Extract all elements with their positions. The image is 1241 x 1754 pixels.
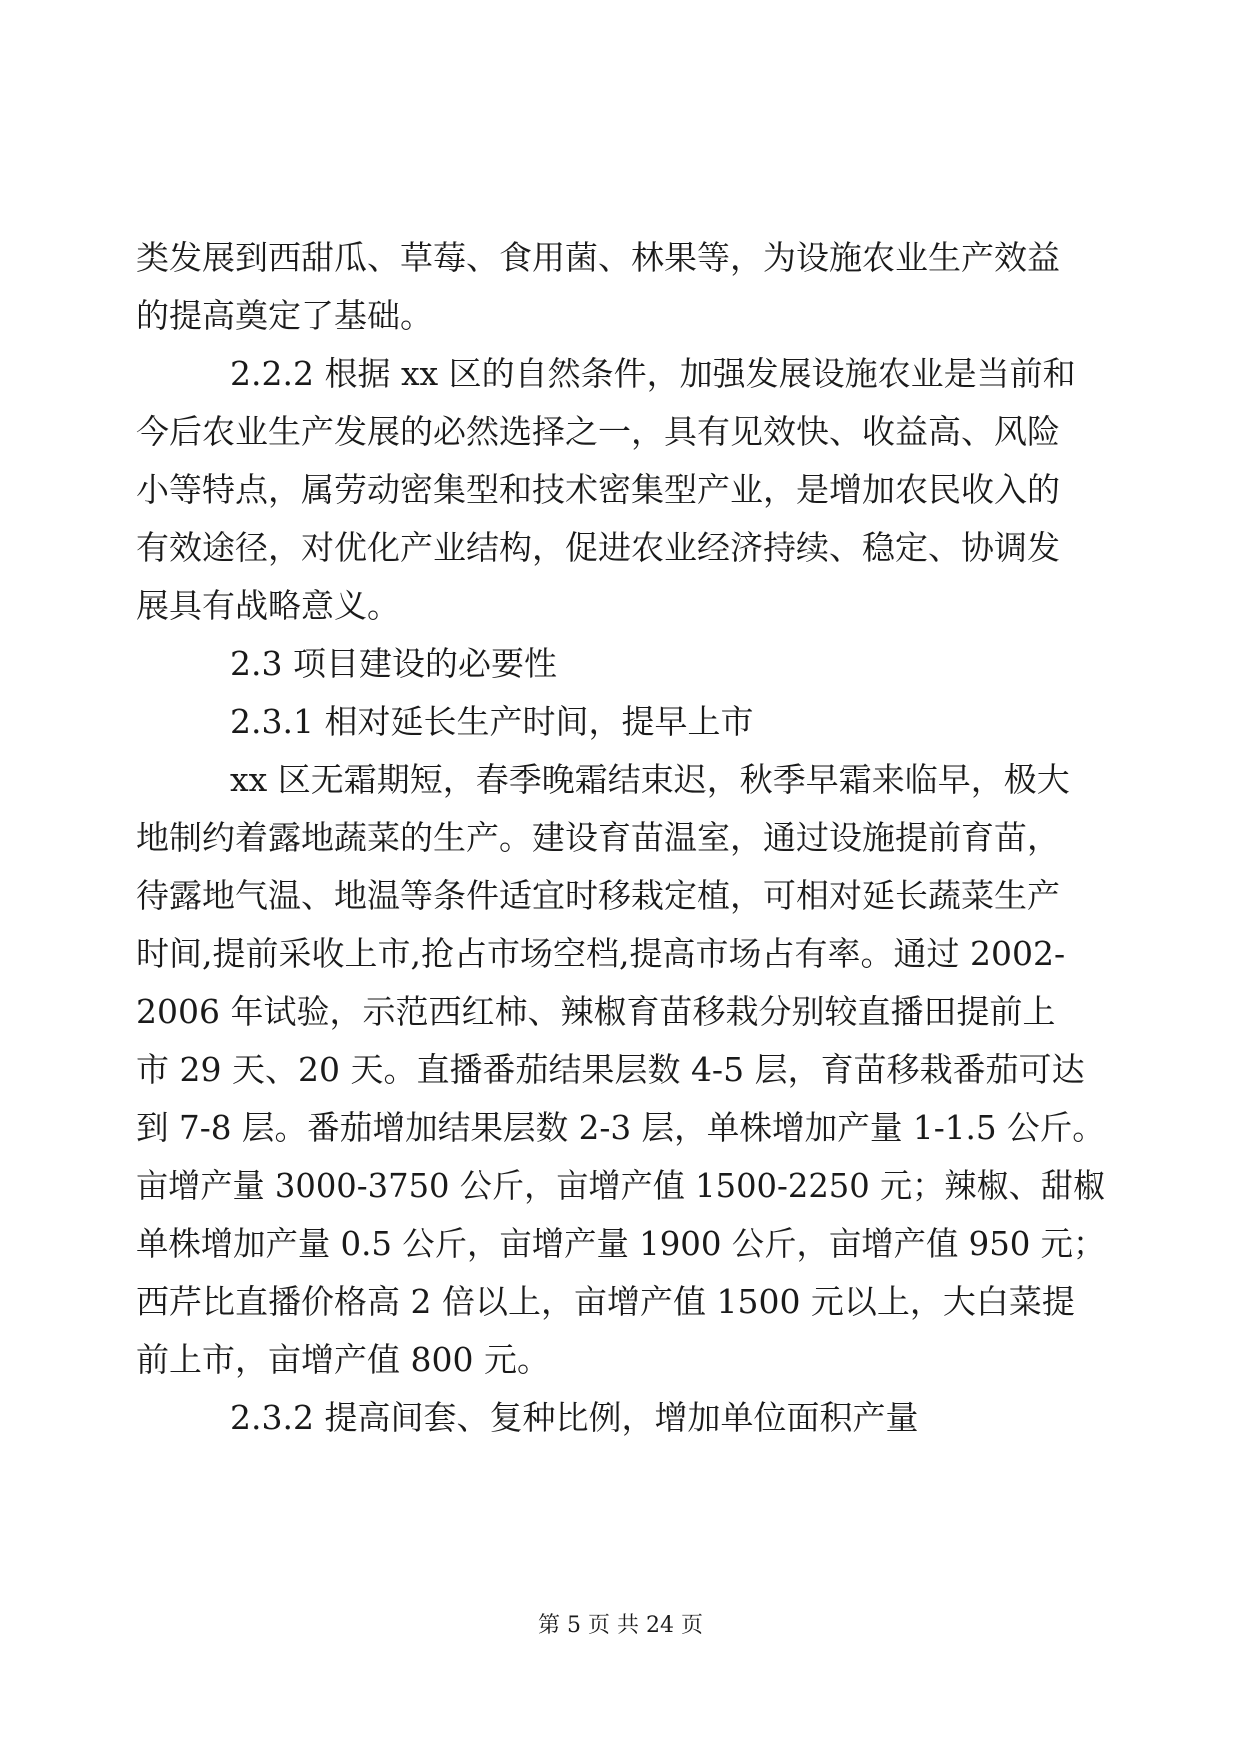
- paragraph-line: 到 7-8 层。番茄增加结果层数 2-3 层，单株增加产量 1-1.5 公斤。: [136, 1108, 1105, 1147]
- paragraph-line: 待露地气温、地温等条件适宜时移栽定植，可相对延长蔬菜生产: [136, 876, 1060, 915]
- subsection-heading: 2.3.1 相对延长生产时间，提早上市: [230, 702, 754, 741]
- paragraph-line: 亩增产量 3000-3750 公斤，亩增产值 1500-2250 元；辣椒、甜椒: [136, 1166, 1106, 1205]
- paragraph-line: 今后农业生产发展的必然选择之一，具有见效快、收益高、风险: [136, 412, 1060, 451]
- paragraph-line: 小等特点，属劳动密集型和技术密集型产业，是增加农民收入的: [136, 470, 1060, 509]
- paragraph-line: 西芹比直播价格高 2 倍以上，亩增产值 1500 元以上，大白菜提: [136, 1282, 1075, 1321]
- paragraph-line: 展具有战略意义。: [136, 586, 400, 625]
- paragraph-line: 市 29 天、20 天。直播番茄结果层数 4-5 层，育苗移栽番茄可达: [136, 1050, 1085, 1089]
- section-line: 2.2.2 根据 xx 区的自然条件，加强发展设施农业是当前和: [230, 354, 1076, 393]
- section-heading: 2.3 项目建设的必要性: [230, 644, 557, 683]
- paragraph-line: xx 区无霜期短，春季晚霜结束迟，秋季早霜来临早，极大: [230, 760, 1070, 799]
- paragraph-line: 有效途径，对优化产业结构，促进农业经济持续、稳定、协调发: [136, 528, 1060, 567]
- subsection-heading: 2.3.2 提高间套、复种比例，增加单位面积产量: [230, 1398, 919, 1437]
- paragraph-line: 的提高奠定了基础。: [136, 296, 433, 335]
- paragraph-line: 2006 年试验，示范西红柿、辣椒育苗移栽分别较直播田提前上: [136, 992, 1056, 1031]
- page-footer: 第 5 页 共 24 页: [538, 1613, 703, 1638]
- paragraph-line: 前上市，亩增产值 800 元。: [136, 1340, 550, 1379]
- paragraph-line: 单株增加产量 0.5 公斤，亩增产量 1900 公斤，亩增产值 950 元；: [136, 1224, 1106, 1263]
- paragraph-line: 类发展到西甜瓜、草莓、食用菌、林果等，为设施农业生产效益: [136, 238, 1060, 277]
- paragraph-line: 时间,提前采收上市,抢占市场空档,提高市场占有率。通过 2002-: [136, 934, 1066, 973]
- paragraph-line: 地制约着露地蔬菜的生产。建设育苗温室，通过设施提前育苗，: [136, 818, 1060, 857]
